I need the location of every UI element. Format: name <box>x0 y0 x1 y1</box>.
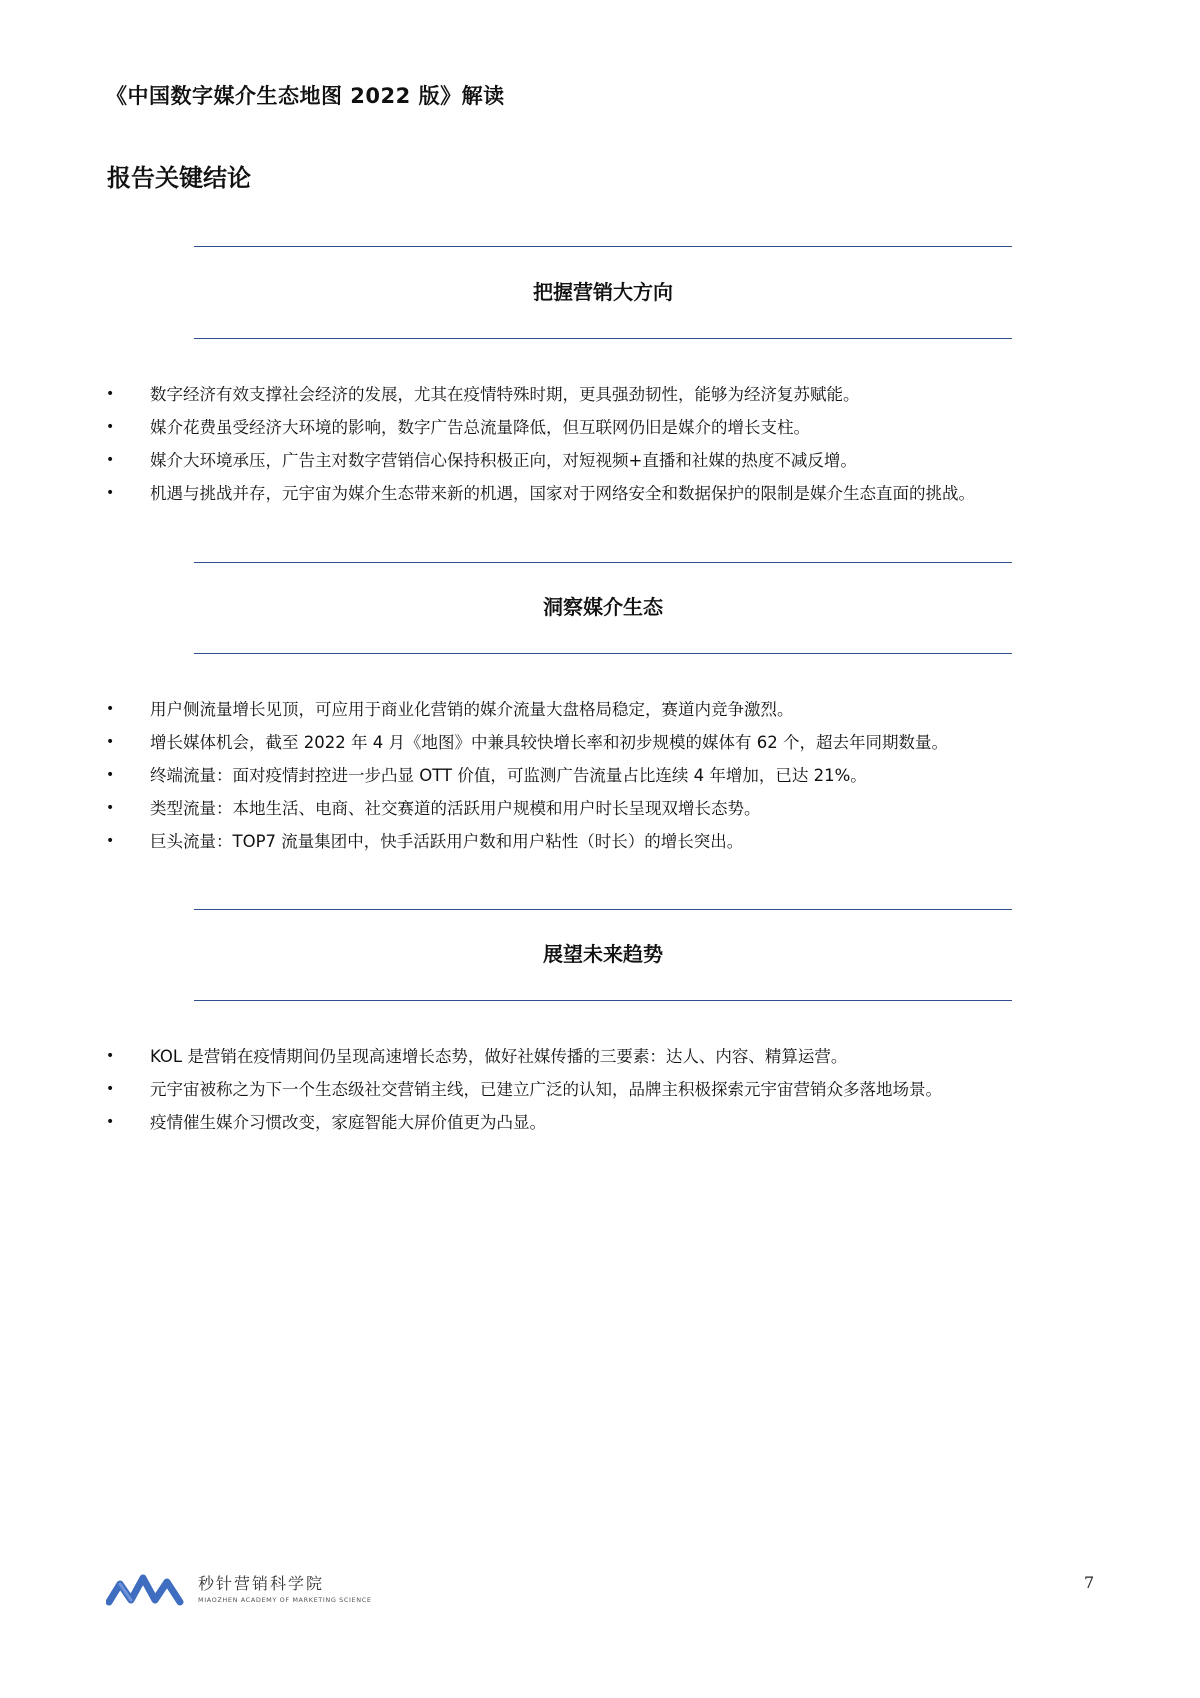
bullet-point: • <box>106 386 115 402</box>
list-item-text: 增长媒体机会，截至 2022 年 4 月《地图》中兼具较快增长率和初步规模的媒体有 62 个，超去年同期数量。 <box>150 733 948 752</box>
divider-top <box>194 909 1012 910</box>
bullet-point: • <box>106 833 115 849</box>
bullet-point: • <box>106 1114 115 1130</box>
list-item <box>106 693 1106 726</box>
list-item <box>106 378 1106 411</box>
bullet-point: • <box>106 1081 115 1097</box>
bullet-point: • <box>106 734 115 750</box>
list-item <box>106 726 1106 759</box>
block-title: 洞察媒介生态 <box>543 595 663 619</box>
divider-top <box>194 246 1012 247</box>
bullet-list <box>106 1040 1106 1139</box>
list-item-text: 机遇与挑战并存，元宇宙为媒介生态带来新的机遇，国家对于网络安全和数据保护的限制是媒介生态直面的挑战。 <box>150 484 975 503</box>
miaozhen-logo-icon <box>106 1566 184 1608</box>
bullet-point: • <box>106 1048 115 1064</box>
list-item <box>106 825 1106 858</box>
list-item <box>106 1073 1106 1106</box>
document-title: 《中国数字媒介生态地图 2022 版》解读 <box>106 84 505 108</box>
list-item-text: 终端流量：面对疫情封控进一步凸显 OTT 价值，可监测广告流量占比连续 4 年增加，已达 21%。 <box>150 766 867 785</box>
divider-bottom <box>194 653 1012 654</box>
list-item-text: 数字经济有效支撑社会经济的发展，尤其在疫情特殊时期，更具强劲韧性，能够为经济复苏赋能。 <box>150 385 860 404</box>
list-item <box>106 477 1106 510</box>
block-title: 把握营销大方向 <box>533 280 673 304</box>
page-number: 7 <box>1084 1573 1095 1592</box>
bullet-point: • <box>106 767 115 783</box>
list-item-text: 元宇宙被称之为下一个生态级社交营销主线，已建立广泛的认知，品牌主积极探索元宇宙营销众多落地场景。 <box>150 1080 942 1099</box>
bullet-point: • <box>106 701 115 717</box>
bullet-point: • <box>106 800 115 816</box>
footer-brand-name-en: MIAOZHEN ACADEMY OF MARKETING SCIENCE <box>198 1596 372 1604</box>
section-heading: 报告关键结论 <box>107 164 251 192</box>
list-item-text: 类型流量：本地生活、电商、社交赛道的活跃用户规模和用户时长呈现双增长态势。 <box>150 799 761 818</box>
bullet-point: • <box>106 452 115 468</box>
list-item <box>106 1106 1106 1139</box>
list-item-text: 疫情催生媒介习惯改变，家庭智能大屏价值更为凸显。 <box>150 1113 546 1132</box>
list-item-text: 巨头流量：TOP7 流量集团中，快手活跃用户数和用户粘性（时长）的增长突出。 <box>150 832 744 851</box>
list-item-text: KOL 是营销在疫情期间仍呈现高速增长态势，做好社媒传播的三要素：达人、内容、精算运营。 <box>150 1047 848 1066</box>
bullet-list <box>106 378 1106 510</box>
list-item-text: 用户侧流量增长见顶，可应用于商业化营销的媒介流量大盘格局稳定，赛道内竞争激烈。 <box>150 700 794 719</box>
bullet-point: • <box>106 419 115 435</box>
block-title: 展望未来趋势 <box>543 942 663 966</box>
list-item <box>106 792 1106 825</box>
bullet-list <box>106 693 1106 858</box>
list-item <box>106 1040 1106 1073</box>
footer-brand-name: 秒针营销科学院 <box>198 1574 325 1593</box>
list-item-text: 媒介大环境承压，广告主对数字营销信心保持积极正向，对短视频+直播和社媒的热度不减反增。 <box>150 451 857 470</box>
list-item <box>106 759 1106 792</box>
list-item <box>106 411 1106 444</box>
list-item <box>106 444 1106 477</box>
divider-top <box>194 562 1012 563</box>
list-item-text: 媒介花费虽受经济大环境的影响，数字广告总流量降低，但互联网仍旧是媒介的增长支柱。 <box>150 418 810 437</box>
divider-bottom <box>194 1000 1012 1001</box>
divider-bottom <box>194 338 1012 339</box>
bullet-point: • <box>106 485 115 501</box>
